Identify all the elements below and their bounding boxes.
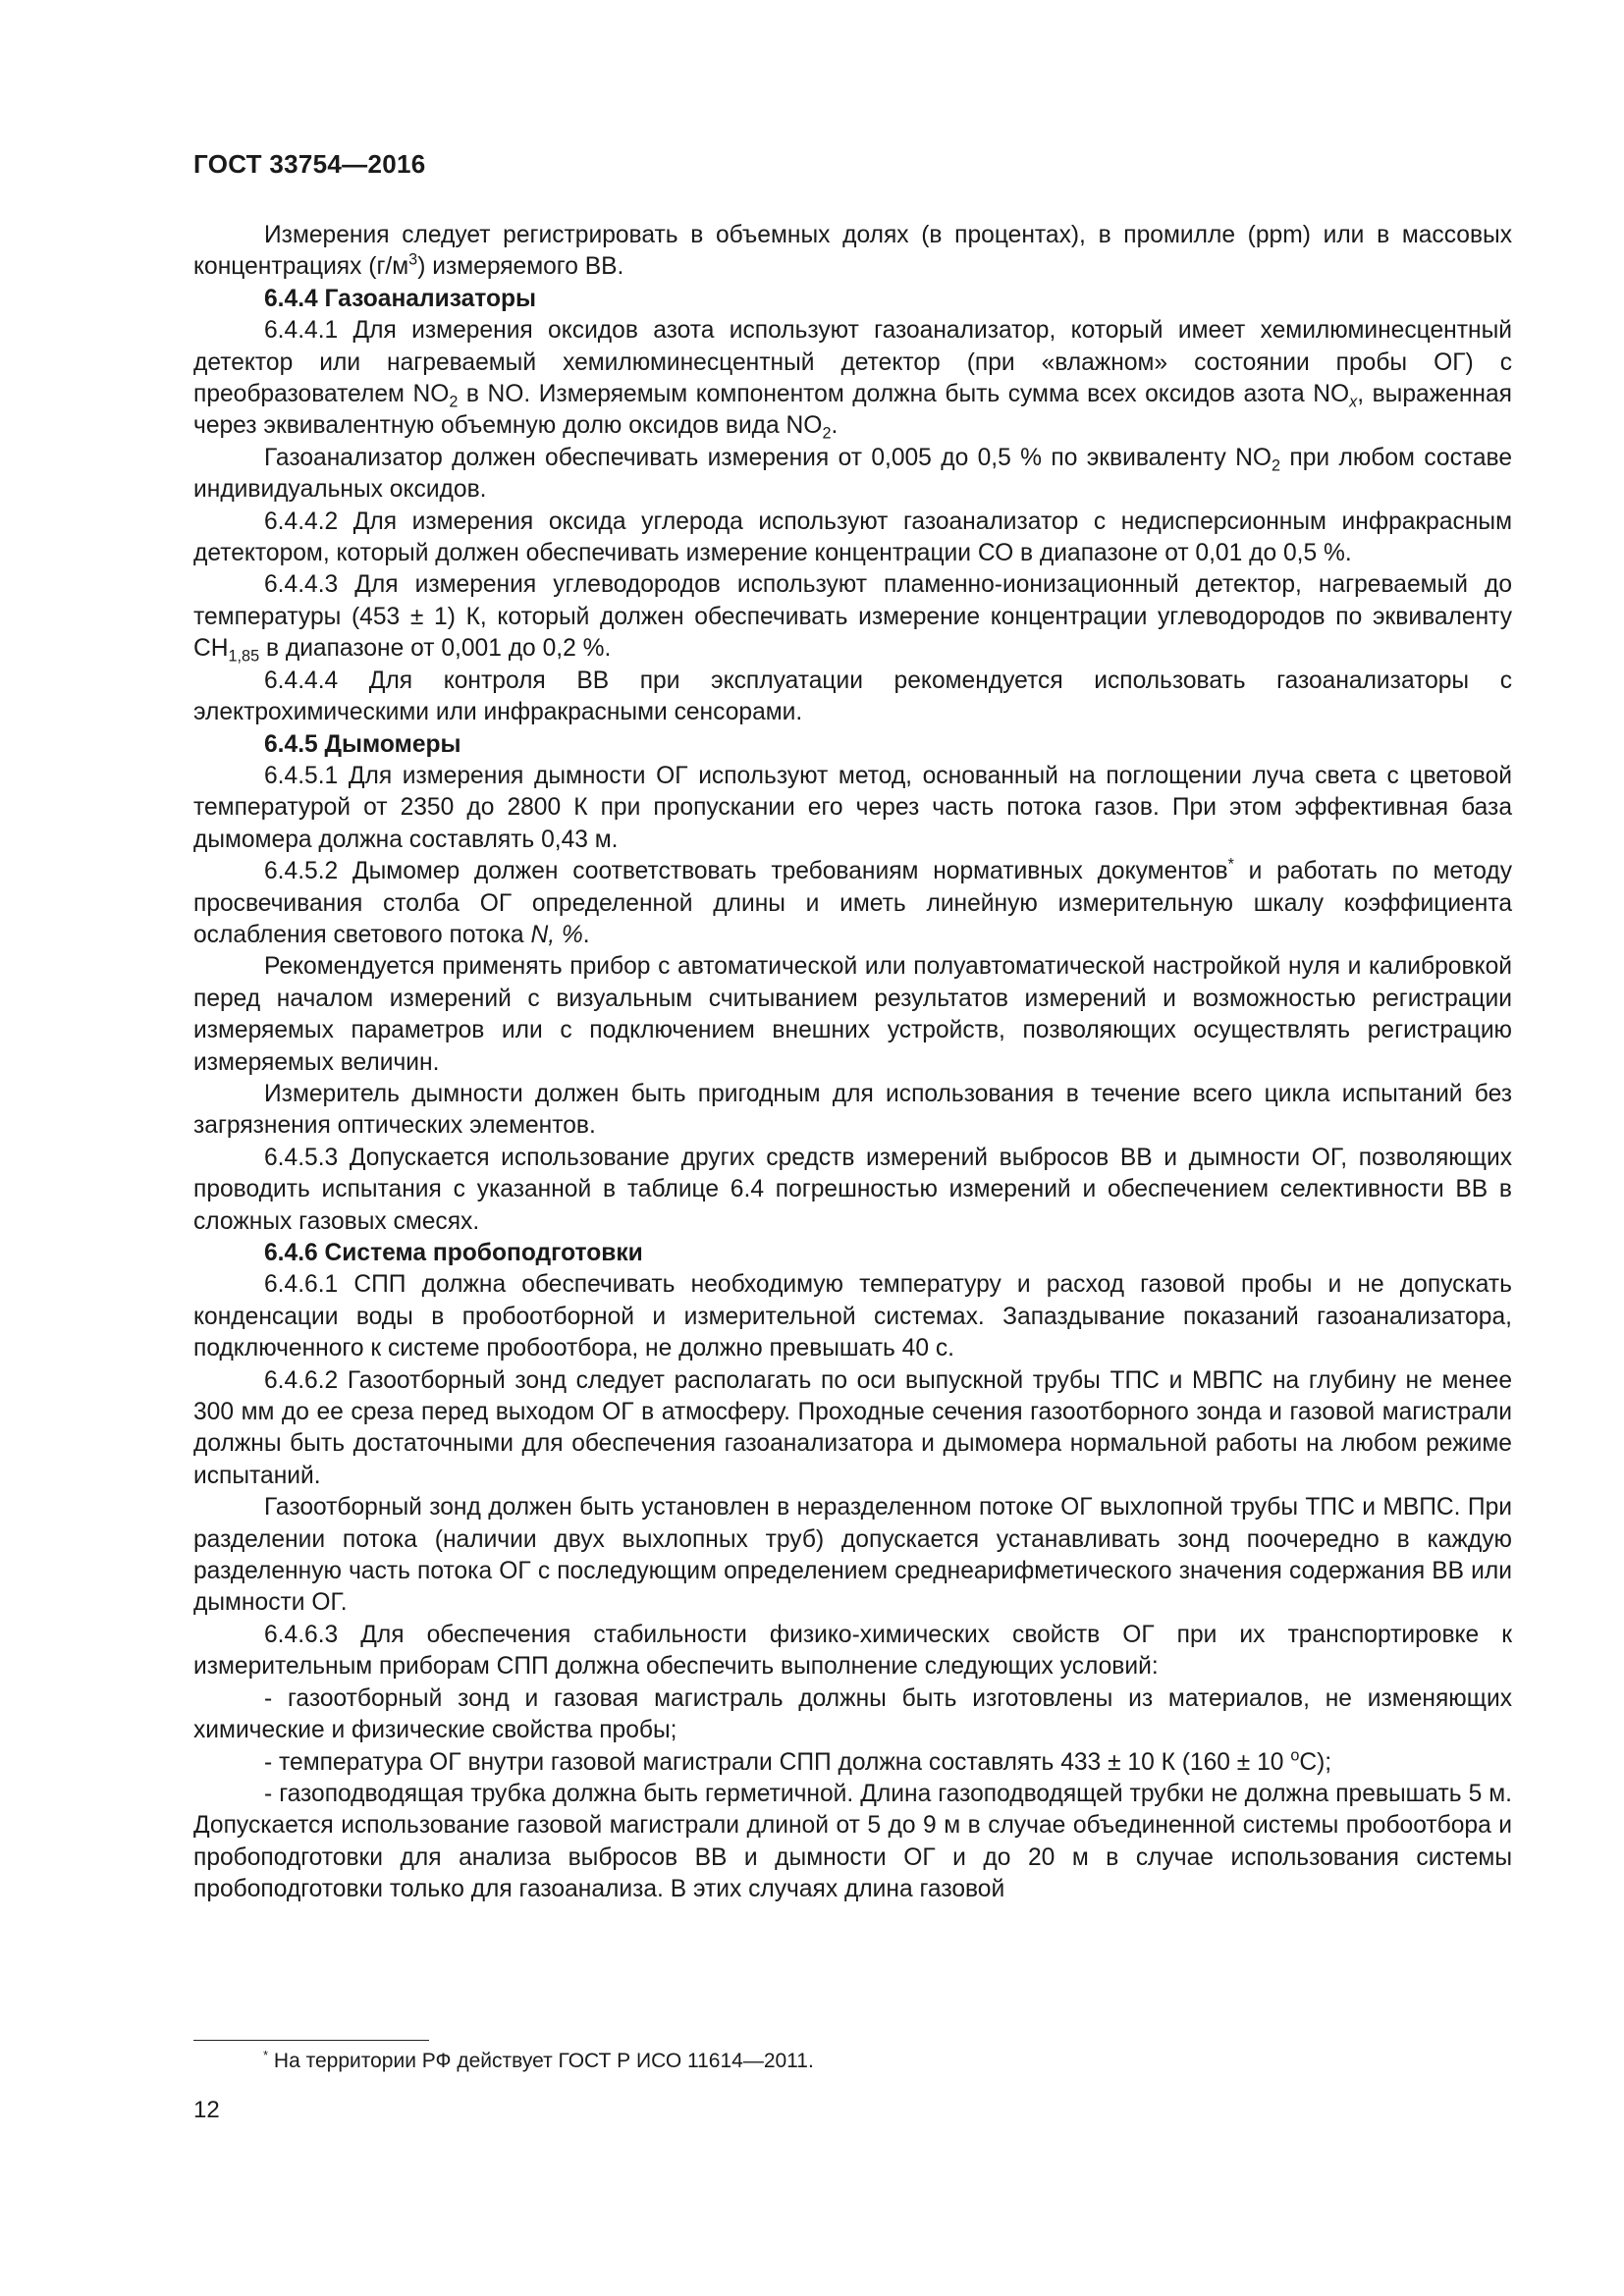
list-item: - газоподводящая трубка должна быть герметичной. Длина газоподводящей трубки не должна превышать 5 м. Допускается использование газовой магистрали длиной от 5 до 9 м в случае объединенной системы пробоотбора и пробоподготовки для анализа выбросов ВВ и дымности ОГ и до 20 м в случае использования системы пробоподготовки только для газоанализа. В этих случаях длина газовой <box>193 1780 1512 1903</box>
document-header: ГОСТ 33754—2016 <box>193 149 426 179</box>
paragraph: Газоотборный зонд должен быть установлен в неразделенном потоке ОГ выхлопной трубы ТПС и МВПС. При разделении потока (наличии двух выхлопных труб) допускается устанавливать зонд поочередно в каждую разделенную часть потока ОГ с последующим определением среднеарифметического значения содержания ВВ или дымности ОГ. <box>193 1494 1512 1617</box>
list-item: - температура ОГ внутри газовой магистрали СПП должна составлять 433 ± 10 К (160 ± 10 $^о$С); <box>264 1745 1332 1776</box>
list-item: - газоотборный зонд и газовая магистраль должны быть изготовлены из материалов, не изменяющих химические и физические свойства пробы; <box>193 1684 1512 1744</box>
document-body <box>193 220 1512 1906</box>
paragraph-6-4-4-3: 6.4.4.3 Для измерения углеводородов используют пламенно-ионизационный детектор, нагреваемый до температуры (453 ± 1) К, который должен обеспечивать измерение концентрации углеводородов по эквиваленту $СН_{1,85}$ в диапазоне от 0,001 до 0,2 %. <box>193 571 1512 666</box>
section-heading-6-4-5: 6.4.5 Дымомеры <box>264 730 461 758</box>
paragraph: Измерения следует регистрировать в объемных долях (в процентах), в промилле (ppm) или в массовых концентрациях $(г/м^3)$ измеряемого ВВ. <box>193 222 1512 281</box>
section-heading-6-4-4: 6.4.4 Газоанализаторы <box>264 285 537 312</box>
paragraph-6-4-5-1: 6.4.5.1 Для измерения дымности ОГ используют метод, основанный на поглощении луча света с цветовой температурой от 2350 до 2800 К при пропускании его через часть потока газов. При этом эффективная база дымомера должна составлять 0,43 м. <box>193 762 1512 853</box>
section-heading-6-4-6: 6.4.6 Система пробоподготовки <box>264 1240 643 1266</box>
paragraph-6-4-6-1: 6.4.6.1 СПП должна обеспечивать необходимую температуру и расход газовой пробы и не допускать конденсации воды в пробоотборной и измерительной системах. Запаздывание показаний газоанализатора, подключенного к системе пробоотбора, не должно превышать 40 с. <box>193 1271 1512 1362</box>
paragraph-6-4-6-3: 6.4.6.3 Для обеспечения стабильности физико-химических свойств ОГ при их транспортировке к измерительным приборам СПП должна обеспечить выполнение следующих условий: <box>193 1621 1512 1681</box>
paragraph-6-4-5-2: 6.4.5.2 Дымомер должен соответствовать требованиям нормативных документов* и работать по методу просвечивания столба ОГ определенной длины и иметь линейную измерительную шкалу коэффициента ослабления светового потока N, %. <box>193 855 1512 948</box>
paragraph-6-4-4-1: 6.4.4.1 Для измерения оксидов азота используют газоанализатор, который имеет хемилюминесцентный детектор или нагреваемый хемилюминесцентный детектор (при «влажном» состоянии пробы ОГ) с преобразователем $NO_2$ в NO. Измеряемым компонентом должна быть сумма всех оксидов азота $NO_x$, выраженная через эквивалентную объемную долю оксидов вида $NO_2$. <box>193 317 1513 444</box>
footnote: * На территории РФ действует ГОСТ Р ИСО 11614—2011. <box>263 2048 814 2072</box>
paragraph-6-4-4-2: 6.4.4.2 Для измерения оксида углерода используют газоанализатор с недисперсионным инфракрасным детектором, который должен обеспечивать измерение концентрации СО в диапазоне от 0,01 до 0,5 %. <box>193 507 1512 567</box>
paragraph-6-4-4-4: 6.4.4.4 Для контроля ВВ при эксплуатации рекомендуется использовать газоанализаторы с электрохимическими или инфракрасными сенсорами. <box>193 667 1512 726</box>
paragraph: Измеритель дымности должен быть пригодным для использования в течение всего цикла испытаний без загрязнения оптических элементов. <box>193 1080 1512 1140</box>
footnote-reference: * <box>1227 855 1234 874</box>
page-number: 12 <box>193 2097 220 2123</box>
paragraph: Газоанализатор должен обеспечивать измерения от 0,005 до 0,5 % по эквиваленту $NO_2$ при любом составе индивидуальных оксидов. <box>193 444 1512 504</box>
paragraph-6-4-5-3: 6.4.5.3 Допускается использование других средств измерений выбросов ВВ и дымности ОГ, позволяющих проводить испытания с указанной в таблице 6.4 погрешностью измерений и обеспечением селективности ВВ в сложных газовых смесях. <box>193 1144 1512 1235</box>
footnote-divider <box>193 2040 429 2041</box>
paragraph-6-4-6-2: 6.4.6.2 Газоотборный зонд следует располагать по оси выпускной трубы ТПС и МВПС на глубину не менее 300 мм до ее среза перед выходом ОГ в атмосферу. Проходные сечения газоотборного зонда и газовой магистрали должны быть достаточными для обеспечения газоанализатора и дымомера нормальной работы на любом режиме испытаний. <box>193 1366 1512 1489</box>
paragraph: Рекомендуется применять прибор с автоматической или полуавтоматической настройкой нуля и калибровкой перед началом измерений с визуальным считыванием результатов измерений и возможностью регистрации измеряемых параметров или с подключением внешних устройств, позволяющих осуществлять регистрацию измеряемых величин. <box>193 953 1512 1076</box>
